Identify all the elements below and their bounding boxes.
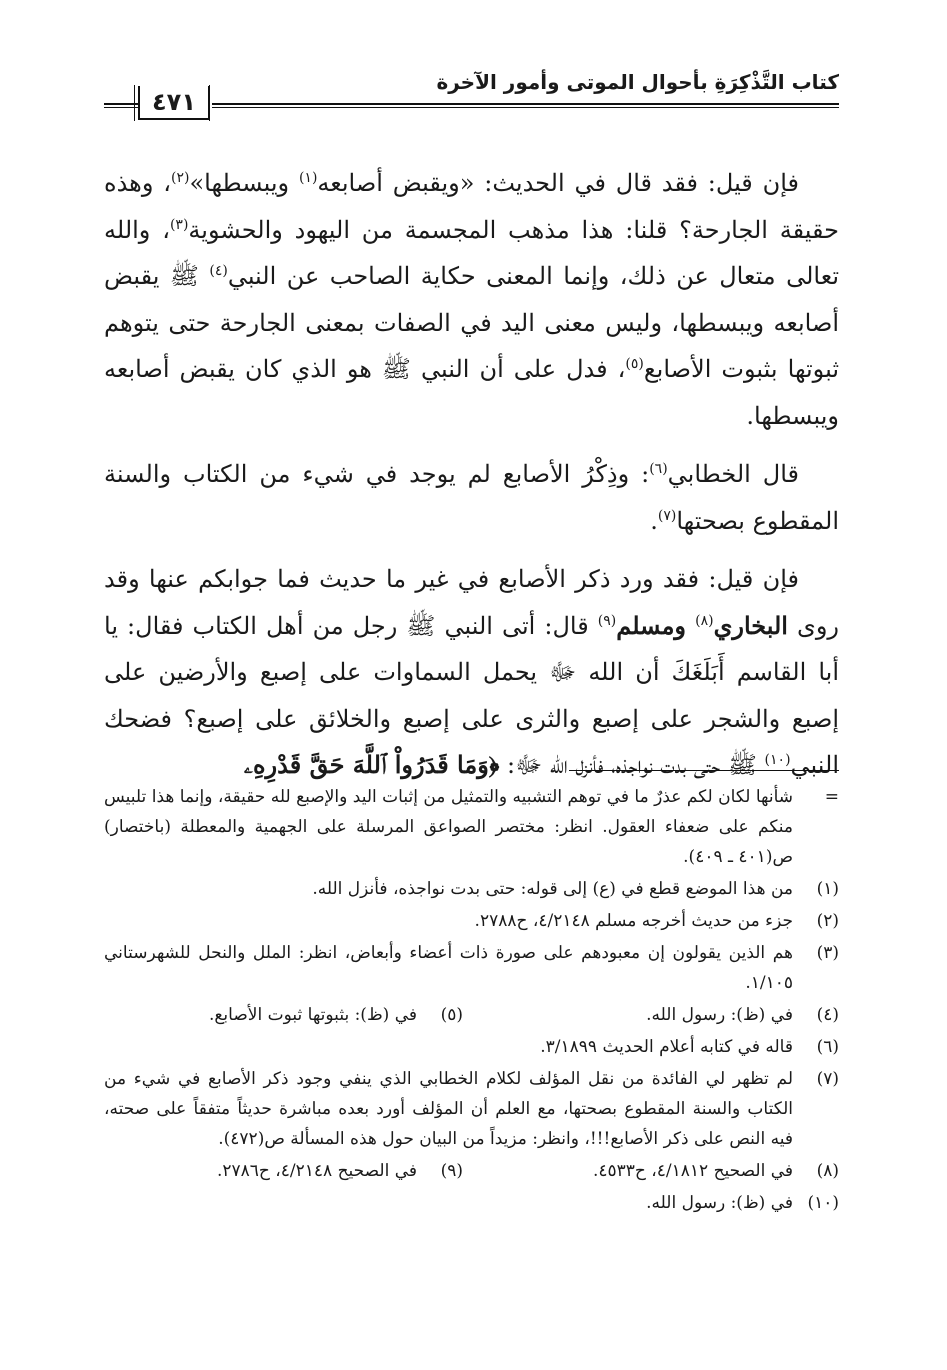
footnote-text: في الصحيح ٤/١٨١٢، ح٤٥٣٣. <box>592 1161 793 1181</box>
footnote-number: (٩) <box>440 1161 463 1181</box>
bold-text: ﴿وَمَا قَدَرُواْ ٱللَّهَ حَقَّ قَدْرِهِۦ <box>243 750 500 779</box>
footnote-separator <box>569 770 839 771</box>
footnote-item <box>104 1064 839 1154</box>
running-header-title: كتاب التَّذْكِرَةِ بأحوال الموتى وأمور الآخرة <box>436 70 839 94</box>
footnote-number: (٨) <box>816 1161 839 1181</box>
footnote-number: (٦) <box>816 1037 839 1057</box>
footnote-text: في (ظ): رسول الله. <box>646 1005 793 1025</box>
footnote-text: من هذا الموضع قطع في (ع) إلى قوله: حتى بدت نواجذه، فأنزل الله. <box>312 879 793 899</box>
text-run: قال: أتى النبي ﷺ رجل من أهل الكتاب فقال: يا أبا القاسم أَبَلَغَكَ أن الله ﷻ يحمل السماوات على إصبع والأرضين على إصبع والشجر على إصبع والثرى على إصبع والخلائق على إصبع؟ فضحك النبي <box>104 611 839 779</box>
footnote-number: (٥) <box>440 1005 463 1025</box>
footnote-text: لم تظهر لي الفائدة من نقل المؤلف لكلام الخطابي الذي ينفي وجود ذكر الأصابع في شيء من الكتاب والسنة المقطوع بصحتها، مع العلم أن المؤلف أورد بعده مباشرة حديثاً متفقاً على صحته، فيه النص على ذكر الأصابع!!!، وانظر: مزيداً من البيان حول هذه المسألة ص(٤٧٢). <box>104 1069 793 1149</box>
text-run: ، وهذه حقيقة الجارحة؟ قلنا: هذا مذهب المجسمة من اليهود والحشوية <box>104 169 839 244</box>
footnote-item <box>209 1000 463 1030</box>
footnote-item <box>104 782 839 872</box>
footnote-marker: (٧) <box>657 507 677 524</box>
footnote-marker: (٣) <box>169 216 189 233</box>
footnote-item <box>104 906 839 936</box>
footnote-marker: (٨) <box>695 612 714 629</box>
bold-text: البخاري <box>713 610 788 640</box>
body-paragraph <box>104 556 839 789</box>
footnote-row <box>104 1000 839 1032</box>
footnote-text: في (ظ): رسول الله. <box>646 1193 793 1213</box>
footnote-marker: (٤) <box>209 263 228 279</box>
footnote-number: = <box>824 787 839 807</box>
text-run: ﷺ حتى بدت نواجذه، فأنزل الله ﷻ: <box>499 751 765 779</box>
footnote-item <box>217 1156 463 1186</box>
text-run: فإن قيل: فقد قال في الحديث: «ويقبض أصابعه <box>317 169 800 197</box>
footnote-number: (٧) <box>816 1069 839 1089</box>
footnote-marker: (٥) <box>625 356 644 372</box>
footnote-row <box>104 1156 839 1188</box>
header-rule <box>212 103 839 108</box>
body-paragraph <box>104 160 839 439</box>
text-run <box>686 612 695 640</box>
footnote-text: هم الذين يقولون إن معبودهم على صورة ذات أعضاء وأبعاض، انظر: الملل والنحل للشهرستاني ١/١٠٥. <box>104 943 793 993</box>
footnote-item <box>104 1188 839 1218</box>
footnote-marker: (٩) <box>597 612 617 629</box>
footnote-number: (٢) <box>816 911 839 931</box>
text-run: ، والله تعالى متعال عن ذلك، وإنما المعنى حكاية الصاحب عن النبي <box>104 215 839 290</box>
text-run: فإن قيل: فقد ورد ذكر الأصابع في غير ما حديث فما جوابكم عنها وقد روى <box>104 565 839 640</box>
footnote-item <box>463 1000 839 1030</box>
footnote-marker: (٦) <box>649 461 668 477</box>
footnote-number: (٣) <box>816 943 839 963</box>
footnote-marker: (١٠) <box>764 752 791 768</box>
footnote-number: (٤) <box>816 1005 839 1025</box>
footnotes <box>104 782 839 1220</box>
text-run: . <box>650 506 658 535</box>
footnote-text: جزء من حديث أخرجه مسلم ٤/٢١٤٨، ح٢٧٨٨. <box>474 911 793 931</box>
text-run: : وذِكْرُ الأصابع لم يوجد في شيء من الكتاب والسنة المقطوع بصحتها <box>104 460 839 535</box>
footnote-item <box>463 1156 839 1186</box>
text-run: ، فدل على أن النبي ﷺ هو الذي كان يقبض أصابعه ويبسطها. <box>104 355 839 430</box>
footnote-text: شأنها لكان لكم عذرٌ ما في توهم التشبيه والتمثيل من إثبات اليد والإصبع لله حقيقة، وإنما هذا تلبيس منكم على ضعفاء العقول. انظر: مختصر الصواعق المرسلة على الجهمية والمعطلة (باختصار) ص(٤٠١ ـ ٤٠٩). <box>104 787 793 867</box>
text-run: قال الخطابي <box>667 460 799 488</box>
bold-text: ومسلم <box>616 610 687 640</box>
footnote-number: (١) <box>816 879 839 899</box>
footnote-text: قاله في كتابه أعلام الحديث ٣/١٨٩٩. <box>540 1037 793 1057</box>
main-text <box>104 160 839 801</box>
header-rule-left <box>104 103 138 108</box>
text-run: ﷺ يقبض أصابعه ويبسطها، وليس معنى اليد في الصفات بمعنى الجارحة حتى يتوهم ثبوتها بثبوت الأصابع <box>104 262 840 383</box>
footnote-text: في الصحيح ٤/٢١٤٨، ح٢٧٨٦. <box>216 1161 417 1181</box>
text-run: ويبسطها» <box>189 169 299 197</box>
footnote-marker: (٢) <box>170 170 190 186</box>
footnote-marker: (١) <box>298 170 318 186</box>
footnote-item <box>104 938 839 998</box>
footnote-item <box>104 874 839 904</box>
page-number: ٤٧١ <box>138 86 210 120</box>
footnote-item <box>104 1032 839 1062</box>
footnote-number: (١٠) <box>807 1193 839 1213</box>
footnote-text: في (ظ): بثبوتها ثبوت الأصابع. <box>208 1005 417 1025</box>
body-paragraph <box>104 451 839 544</box>
